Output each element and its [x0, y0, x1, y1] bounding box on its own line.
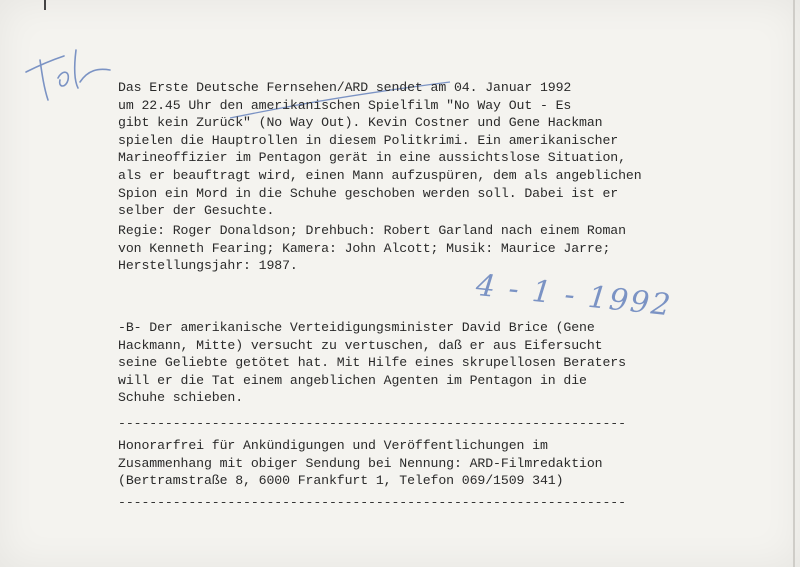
edge-mark: [44, 0, 46, 10]
separator-top: -----------------------------------------------------------------: [118, 416, 626, 431]
page-edge: [793, 0, 795, 567]
separator-bottom: -----------------------------------------------------------------: [118, 495, 626, 510]
handwritten-scribble: [18, 30, 128, 110]
handwritten-date: 4 - 1 - 1992: [474, 268, 674, 324]
footer-note: Honorarfrei für Ankündigungen und Veröffentlichungen im Zusammenhang mit obiger Sendung bei Nennung: ARD-Filmredaktion (Bertramstraße 8, 6000 Frankfurt 1, Telefon 069/1509 341): [118, 438, 603, 489]
intro-paragraph: Das Erste Deutsche Fernsehen/ARD sendet am 04. Januar 1992 um 22.45 Uhr den amerikanischen Spielfilm "No Way Out - Es gibt kein Zurück" (No Way Out). Kevin Costner und Gene Hackman spielen die Hauptrollen in diesem Politkrimi. Ein amerikanischer Marineoffizier im Pentagon gerät in eine aussichtslose Situation, als er beauftragt wird, einen Mann aufzuspüren, dem als angeblichen Spion ein Mord in die Schuhe geschoben werden soll. Dabei ist er selber der Gesuchte.: [118, 80, 642, 219]
caption-paragraph: -B- Der amerikanische Verteidigungsminister David Brice (Gene Hackmann, Mitte) versucht zu vertuschen, daß er aus Eifersucht seine Geliebte getötet hat. Mit Hilfe eines skrupellosen Beraters will er die Tat einem angeblichen Agenten im Pentagon in die Schuhe schieben.: [118, 320, 626, 406]
credits-paragraph: Regie: Roger Donaldson; Drehbuch: Robert Garland nach einem Roman von Kenneth Fearing; Kamera: John Alcott; Musik: Maurice Jarre; Herstellungsjahr: 1987.: [118, 223, 626, 274]
